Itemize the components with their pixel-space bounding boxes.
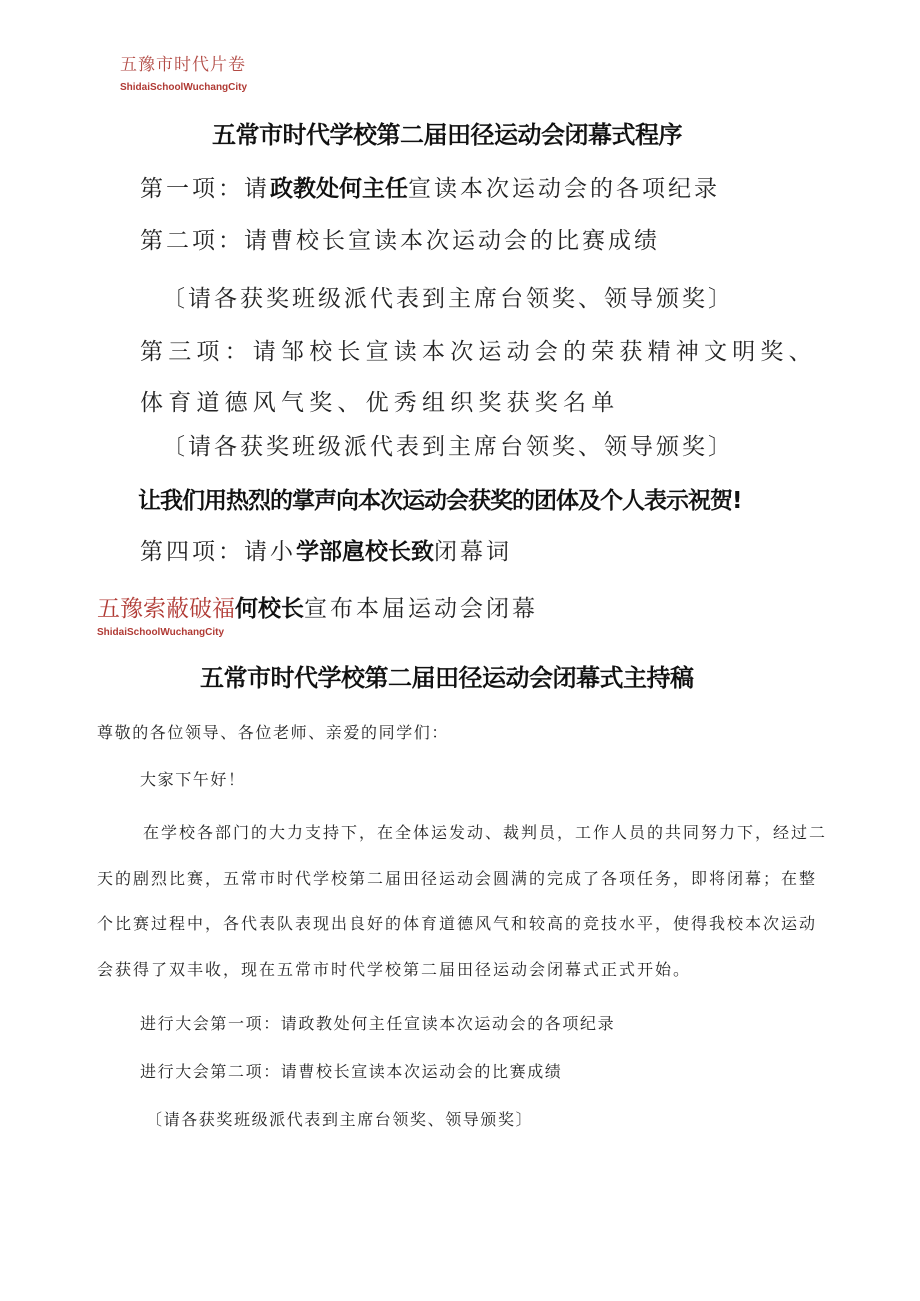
header-logo-english: ShidaiSchoolWuchangCity	[120, 82, 248, 93]
program-item-4-bold: 学部扈校长致	[296, 539, 434, 565]
script-hello: 大家下午好！	[140, 770, 246, 789]
program-item-5-watermark: 五豫索蔽破福	[97, 596, 235, 622]
header-logo-text: 五豫市时代片卷	[120, 55, 246, 75]
program-item-1-rest: 宣读本次运动会的各项纪录	[408, 176, 720, 202]
program-item-1	[140, 170, 720, 203]
script-title: 五常市时代学校第二届田径运动会闭幕式主持稿	[200, 664, 694, 692]
program-note-2: 〔请各获奖班级派代表到主席台领奖、领导颁奖〕	[162, 434, 734, 460]
program-title: 五常市时代学校第二届田径运动会闭幕式程序	[212, 121, 682, 149]
program-note-1: 〔请各获奖班级派代表到主席台领奖、领导颁奖〕	[162, 286, 734, 312]
program-item-4-prefix: 第四项：请小	[140, 539, 296, 565]
script-greeting: 尊敬的各位领导、各位老师、亲爱的同学们：	[97, 723, 450, 742]
program-logo-english: ShidaiSchoolWuchangCity	[97, 627, 225, 638]
script-item-1: 进行大会第一项：请政教处何主任宣读本次运动会的各项纪录	[140, 1014, 616, 1033]
script-item-2: 进行大会第二项：请曹校长宣读本次运动会的比赛成绩	[140, 1062, 563, 1081]
program-item-1-bold: 政教处何主任	[270, 176, 408, 202]
program-item-4-rest: 闭幕词	[434, 539, 512, 565]
program-item-3: 第三项：请邹校长宣读本次运动会的荣获精神文明奖、体育道德风气奖、优秀组织奖获奖名单	[140, 339, 817, 416]
program-item-5-bold: 何校长	[235, 596, 304, 622]
program-item-4	[140, 533, 512, 566]
script-note: 〔请各获奖班级派代表到主席台领奖、领导颁奖〕	[146, 1110, 534, 1129]
script-paragraph: 在学校各部门的大力支持下，在全体运发动、裁判员，工作人员的共同努力下，经过二天的剧烈比赛，五常市时代学校第二届田径运动会圆满的完成了各项任务，即将闭幕；在整个比赛过程中，各代表队表现出良好的体育道德风气和较高的竞技水平，使得我校本次运动会获得了双丰收，现在五常市时代学校第二届田径运动会闭幕式正式开始。	[97, 823, 828, 979]
program-item-5-rest: 宣布本届运动会闭幕	[304, 596, 538, 622]
program-item-5	[97, 590, 538, 623]
program-item-1-prefix: 第一项：请	[140, 176, 270, 202]
program-item-2: 第二项：请曹校长宣读本次运动会的比赛成绩	[140, 228, 660, 254]
program-cheer: 让我们用热烈的掌声向本次运动会获奖的团体及个人表示祝贺!	[138, 488, 742, 514]
